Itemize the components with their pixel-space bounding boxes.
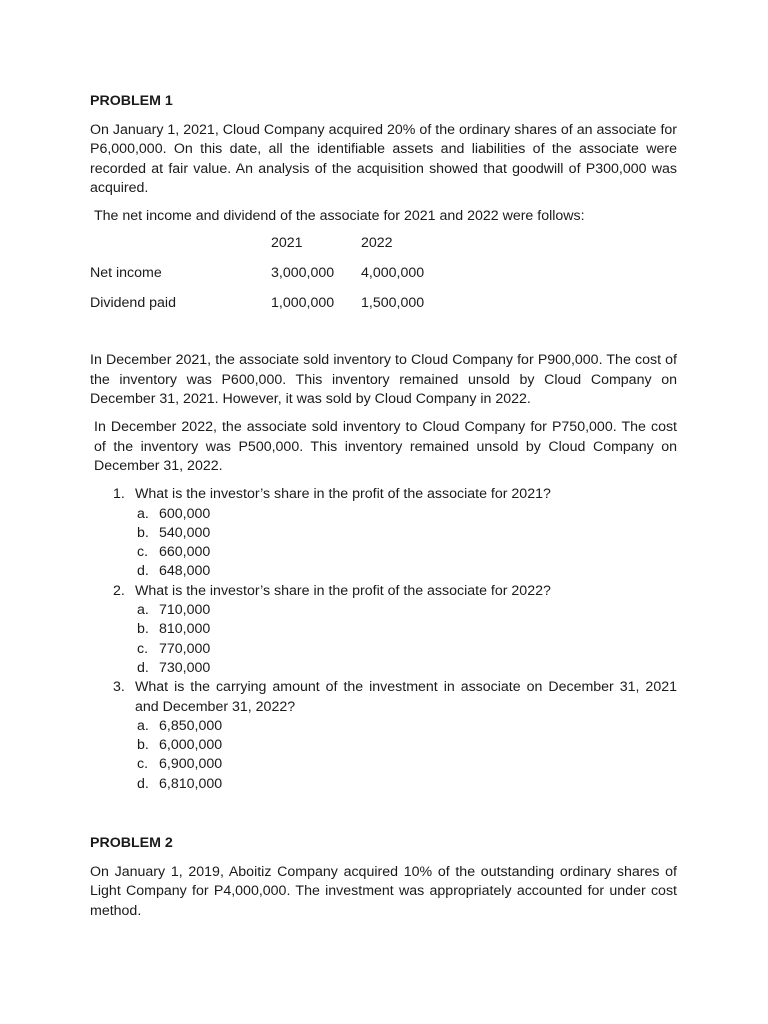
choice-item [137, 717, 677, 736]
question-item [113, 582, 677, 678]
choice-letter: d. [137, 775, 149, 792]
inventory-2021-paragraph: In December 2021, the associate sold inventory to Cloud Company for P900,000. The cost of the inventory was P600,000. This inventory remained unsold by Cloud Company on December 31, 2021. However, it was sold by Cloud Company in 2022. [90, 352, 677, 408]
choice-value: 648,000 [159, 563, 211, 580]
row-value-2022: 1,500,000 [361, 295, 425, 312]
question-number: 1. [113, 486, 125, 503]
table-row [90, 264, 451, 294]
choice-item [137, 755, 677, 774]
choice-letter: b. [137, 621, 149, 638]
choice-letter: b. [137, 524, 149, 541]
document-page [90, 92, 677, 921]
row-value-2021: 3,000,000 [271, 265, 335, 282]
choice-item [137, 601, 677, 620]
choice-item [137, 736, 677, 755]
choice-value: 6,810,000 [159, 775, 223, 792]
choice-value: 660,000 [159, 544, 211, 561]
problem1-table-intro: The net income and dividend of the associate for 2021 and 2022 were follows: [94, 208, 585, 225]
choice-letter: d. [137, 659, 149, 676]
choice-item [137, 524, 677, 543]
choice-value: 730,000 [159, 659, 211, 676]
choice-letter: a. [137, 602, 149, 619]
choice-item [137, 640, 677, 659]
income-dividend-table [90, 234, 451, 324]
choice-value: 540,000 [159, 524, 211, 541]
question-text: What is the carrying amount of the investment in associate on December 31, 2021 and December 31, 2022? [135, 679, 677, 715]
table-header-row [90, 234, 451, 264]
choice-letter: a. [137, 505, 149, 522]
choice-item [137, 775, 677, 794]
row-label: Dividend paid [90, 295, 176, 312]
choice-letter: b. [137, 737, 149, 754]
question-item [113, 678, 677, 794]
question-item [113, 485, 677, 581]
choice-list [135, 717, 677, 794]
choice-letter: a. [137, 717, 149, 734]
choice-value: 770,000 [159, 640, 211, 657]
row-label: Net income [90, 265, 162, 282]
problem1-heading: PROBLEM 1 [90, 93, 173, 109]
row-value-2022: 4,000,000 [361, 265, 425, 282]
choice-item [137, 620, 677, 639]
choice-item [137, 659, 677, 678]
question-list [90, 485, 677, 794]
problem1-intro: On January 1, 2021, Cloud Company acquired 20% of the ordinary shares of an associate for P6,000,000. On this date, all the identifiable assets and liabilities of the associate were recorded at fair value. An analysis of the acquisition showed that goodwill of P300,000 was acquired. [90, 122, 677, 196]
choice-value: 6,850,000 [159, 717, 223, 734]
row-value-2021: 1,000,000 [271, 295, 335, 312]
choice-letter: c. [137, 544, 149, 561]
question-number: 3. [113, 679, 125, 696]
question-text: What is the investor’s share in the profit of the associate for 2021? [135, 486, 551, 503]
inventory-2022-paragraph: In December 2022, the associate sold inventory to Cloud Company for P750,000. The cost of the inventory was P500,000. This inventory remained unsold by Cloud Company on December 31, 2022. [94, 419, 677, 474]
choice-value: 6,000,000 [159, 737, 223, 754]
table-header-2021: 2021 [271, 235, 303, 252]
choice-letter: d. [137, 563, 149, 580]
choice-value: 810,000 [159, 621, 211, 638]
choice-value: 6,900,000 [159, 756, 223, 773]
question-number: 2. [113, 582, 125, 599]
choice-value: 710,000 [159, 602, 211, 619]
question-text: What is the investor’s share in the profit of the associate for 2022? [135, 582, 551, 599]
problem2-intro: On January 1, 2019, Aboitiz Company acquired 10% of the outstanding ordinary shares of Light Company for P4,000,000. The investment was appropriately accounted for under cost method. [90, 864, 677, 919]
choice-item [137, 562, 677, 581]
choice-list [135, 505, 677, 582]
choice-item [137, 505, 677, 524]
table-row [90, 294, 451, 324]
table-header-2022: 2022 [361, 235, 393, 252]
choice-letter: c. [137, 756, 149, 773]
choice-letter: c. [137, 640, 149, 657]
choice-list [135, 601, 677, 678]
choice-value: 600,000 [159, 505, 211, 522]
choice-item [137, 543, 677, 562]
problem2-heading: PROBLEM 2 [90, 835, 173, 852]
table-header-label [90, 234, 271, 264]
